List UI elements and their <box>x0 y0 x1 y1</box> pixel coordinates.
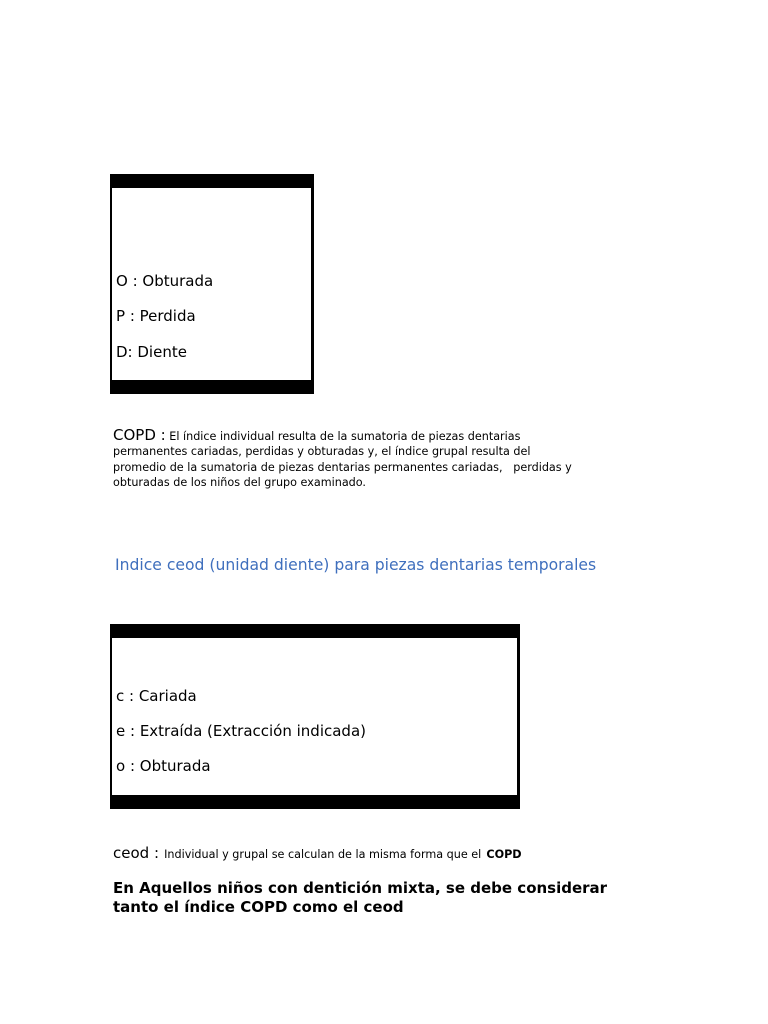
copd-legend-box <box>110 174 314 394</box>
ceod-label: ceod : <box>113 844 159 862</box>
ceod-legend-box <box>110 624 520 809</box>
copd-paragraph <box>113 428 673 490</box>
ceod-text-copd: COPD <box>486 848 522 861</box>
ceod-paragraph <box>113 843 673 862</box>
legend-item-extraida: e : Extraída (Extracción indicada) <box>116 722 366 740</box>
legend-item-diente: D: Diente <box>116 343 187 361</box>
legend-item-cariada: c : Cariada <box>116 687 197 705</box>
mixed-dentition-note <box>113 879 673 917</box>
legend-item-obturada-temporal: o : Obturada <box>116 757 211 775</box>
copd-text-line-4: obturadas de los niños del grupo examinado. <box>113 475 366 489</box>
mixed-dentition-line-2: tanto el índice COPD como el ceod <box>113 898 404 916</box>
copd-text-line-1: El índice individual resulta de la sumatoria de piezas dentarias <box>169 430 521 443</box>
legend-item-perdida: P : Perdida <box>116 307 196 325</box>
copd-text-line-3: promedio de la sumatoria de piezas dentarias permanentes cariadas, perdidas y <box>113 460 572 474</box>
copd-label: COPD : <box>113 426 166 444</box>
mixed-dentition-line-1: En Aquellos niños con dentición mixta, se debe considerar <box>113 879 608 897</box>
ceod-text: Individual y grupal se calculan de la misma forma que el <box>164 848 482 861</box>
legend-item-obturada: O : Obturada <box>116 272 214 290</box>
ceod-heading: Indice ceod (unidad diente) para piezas dentarias temporales <box>115 556 597 574</box>
copd-text-line-2: permanentes cariadas, perdidas y obturadas y, el índice grupal resulta del <box>113 445 531 459</box>
